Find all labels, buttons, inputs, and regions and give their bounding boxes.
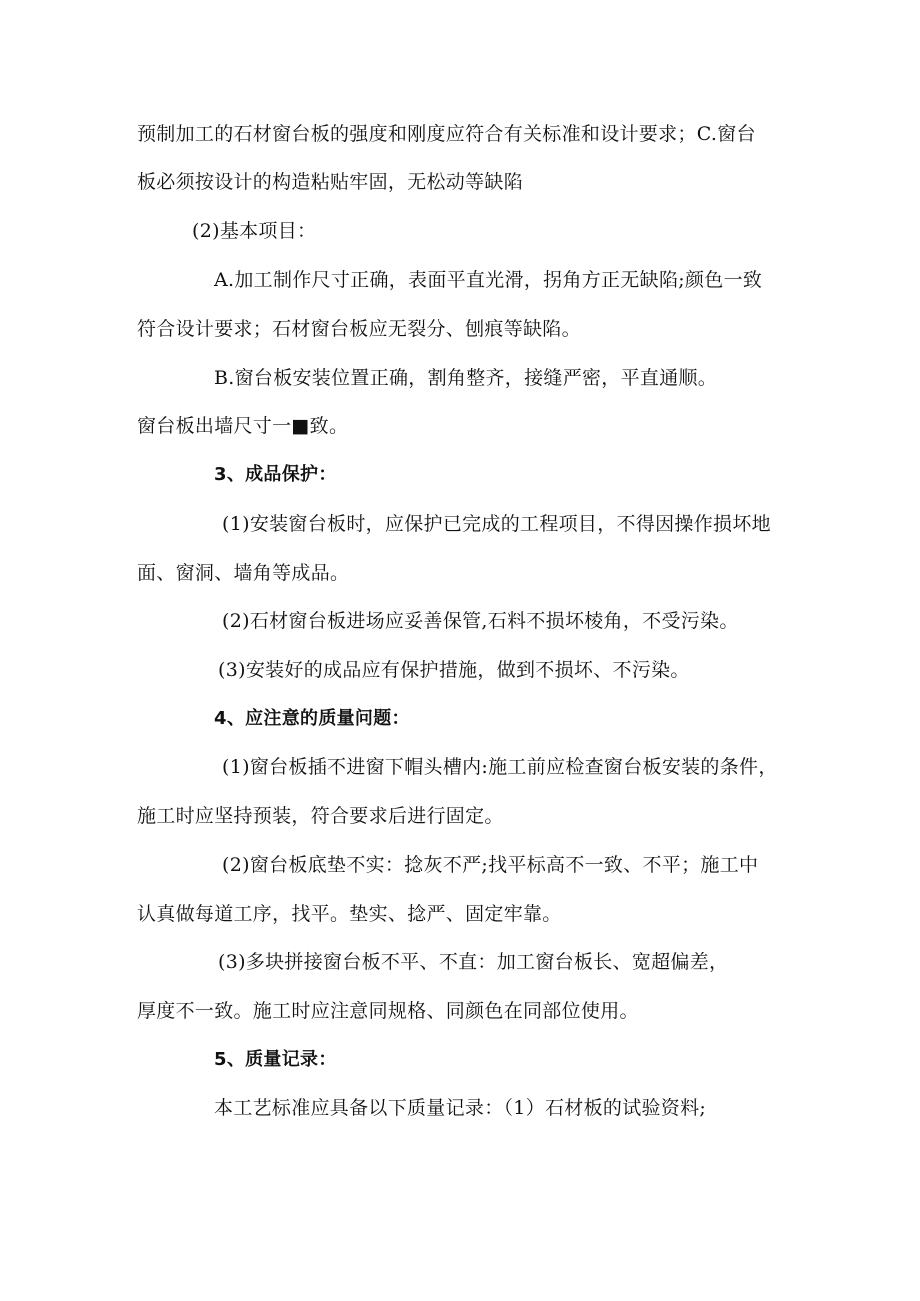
paragraph-line: (3)多块拼接窗台板不平、不直：加工窗台板长、宽超偏差， [218,951,729,973]
paragraph-line: (1)窗台板插不进窗下帽头槽内:施工前应检查窗台板安装的条件， [222,756,778,778]
section-heading: 5、质量记录： [214,1049,337,1070]
paragraph-line: 本工艺标准应具备以下质量记录：（1）石材板的试验资料; [214,1097,707,1119]
paragraph-line: (2)窗台板底垫不实：捻灰不严;找平标高不一致、不平；施工中 [222,854,759,876]
paragraph-line: 认真做每道工序，找平。垫实、捻严、固定牢靠。 [137,903,562,925]
paragraph-line: 板必须按设计的构造粘贴牢固，无松动等缺陷 [137,171,524,193]
paragraph-line: A.加工制作尺寸正确，表面平直光滑，拐角方正无缺陷;颜色一致 [214,269,763,291]
paragraph-line: (3)安装好的成品应有保护措施，做到不损坏、不污染。 [218,659,690,681]
paragraph-line: (2)石材窗台板进场应妥善保管,石料不损坏棱角，不受污染。 [222,610,739,632]
paragraph-line: 窗台板出墙尺寸一■致。 [137,415,349,437]
paragraph-line: (1)安装窗台板时，应保护已完成的工程项目，不得因操作损坏地 [222,513,771,535]
paragraph-line: 厚度不一致。施工时应注意同规格、同颜色在同部位使用。 [137,1000,639,1022]
paragraph-line: 施工时应坚持预装，符合要求后进行固定。 [137,805,504,827]
subheading: (2)基本项目： [192,220,317,242]
paragraph-line: B.窗台板安装位置正确，割角整齐，接缝严密，平直通顺。 [214,367,718,389]
paragraph-line: 面、窗洞、墙角等成品。 [137,562,350,584]
section-heading: 3、成品保护： [214,464,337,485]
paragraph-line: 预制加工的石材窗台板的强度和刚度应符合有关标准和设计要求；C.窗台 [137,123,756,145]
paragraph-line: 符合设计要求；石材窗台板应无裂分、刨痕等缺陷。 [137,318,581,340]
section-heading: 4、应注意的质量问题： [214,708,410,729]
